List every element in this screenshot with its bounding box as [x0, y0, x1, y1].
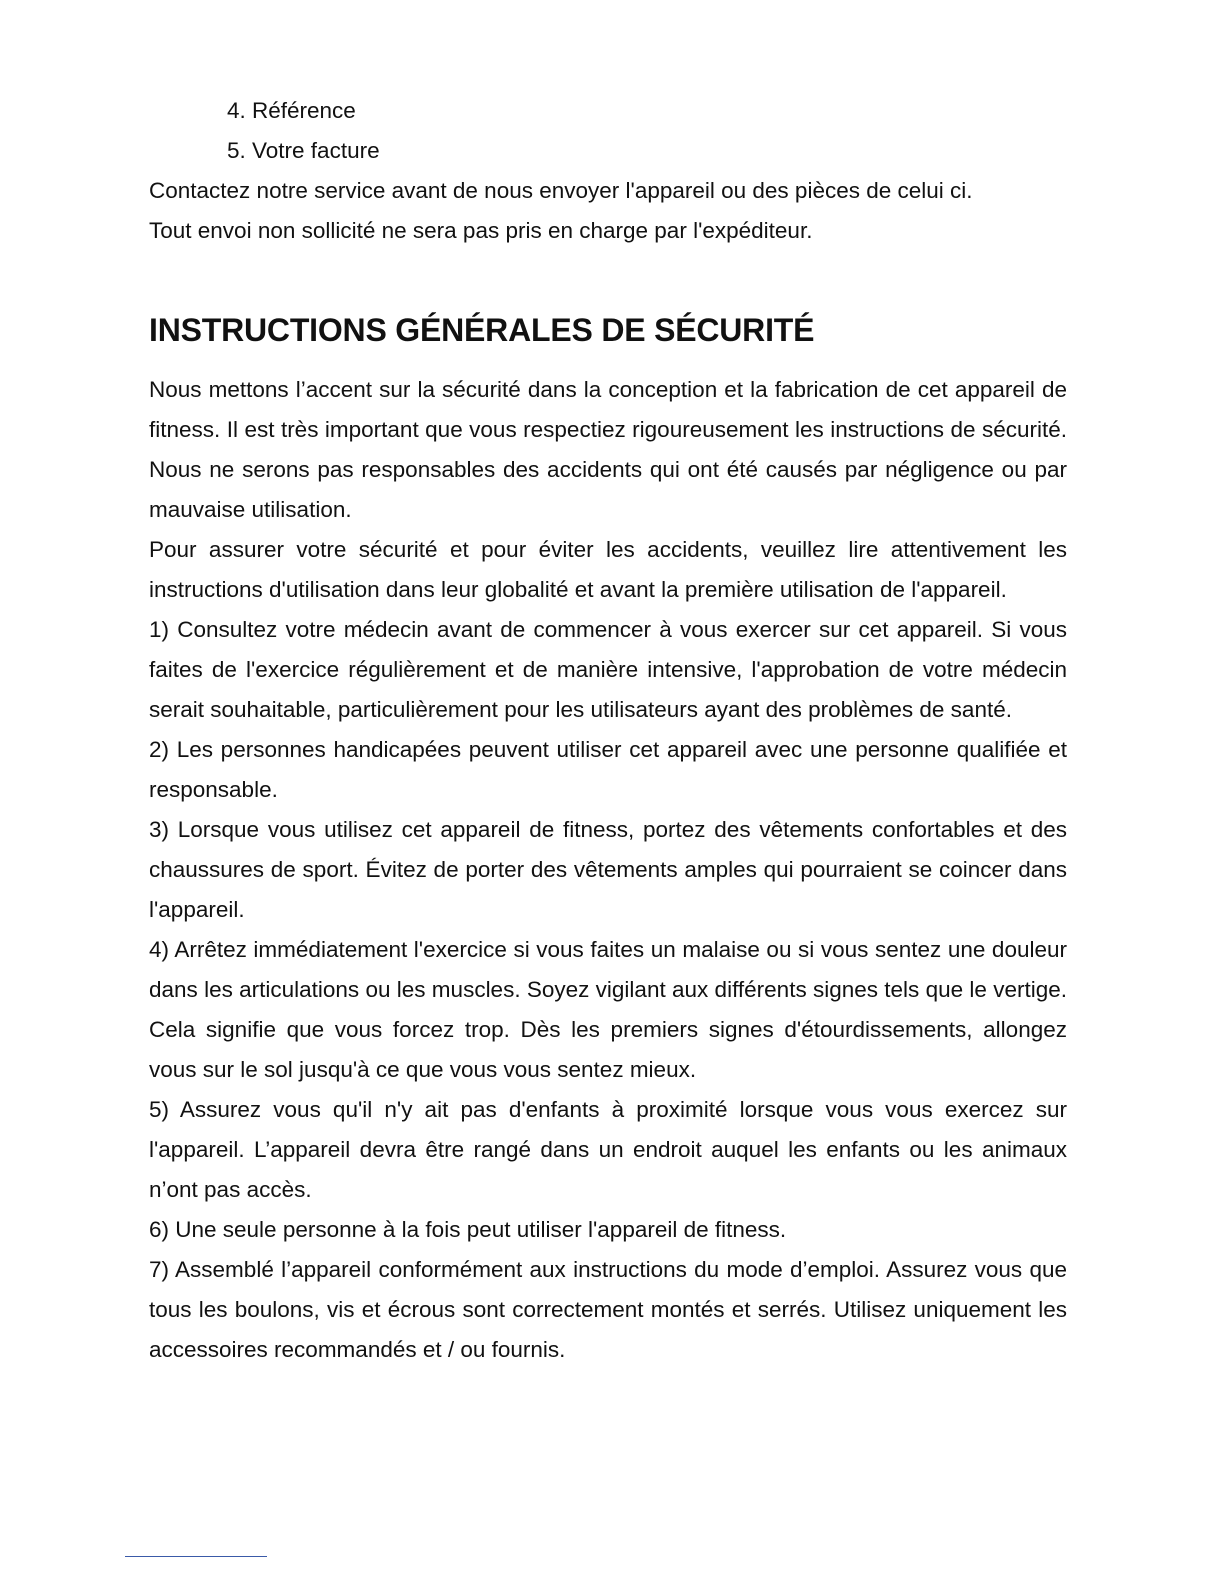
list-item-invoice: 5. Votre facture	[227, 138, 380, 163]
paragraph-item-5: 5) Assurez vous qu'il n'y ait pas d'enfants à proximité lorsque vous vous exercez sur l'appareil. L’appareil devra être rangé dans un endroit auquel les enfants ou les animaux n’ont pas accès.	[149, 1097, 1067, 1202]
paragraph-item-3: 3) Lorsque vous utilisez cet appareil de fitness, portez des vêtements confortables et des chaussures de sport. Évitez de porter des vêtements amples qui pourraient se coincer dans l'appareil.	[149, 817, 1067, 922]
paragraph-item-4: 4) Arrêtez immédiatement l'exercice si vous faites un malaise ou si vous sentez une douleur dans les articulations ou les muscles. Soyez vigilant aux différents signes tels que le vertige. Cela signifie que vous forcez trop. Dès les premiers signes d'étourdissements, allongez vous sur le sol jusqu'à ce que vous vous sentez mieux.	[149, 937, 1067, 1082]
heading-section	[149, 251, 1067, 370]
footnote-separator	[125, 1556, 267, 1557]
paragraph-intro: Nous mettons l’accent sur la sécurité dans la conception et la fabrication de cet appareil de fitness. Il est très important que vous respectiez rigoureusement les instructions de sécurité. Nous ne serons pas responsables des accidents qui ont été causés par négligence ou par mauvaise utilisation.	[149, 377, 1067, 522]
section-heading: INSTRUCTIONS GÉNÉRALES DE SÉCURITÉ	[149, 312, 815, 348]
paragraph-item-6: 6) Une seule personne à la fois peut utiliser l'appareil de fitness.	[149, 1217, 787, 1242]
paragraph-read-instructions: Pour assurer votre sécurité et pour éviter les accidents, veuillez lire attentivement les instructions d'utilisation dans leur globalité et avant la première utilisation de l'appareil.	[149, 537, 1067, 602]
paragraph-item-2: 2) Les personnes handicapées peuvent utiliser cet appareil avec une personne qualifiée et responsable.	[149, 737, 1067, 802]
contact-paragraph-2: Tout envoi non sollicité ne sera pas pris en charge par l'expéditeur.	[149, 218, 813, 243]
list-item-reference: 4. Référence	[227, 98, 356, 123]
paragraph-item-1: 1) Consultez votre médecin avant de commencer à vous exercer sur cet appareil. Si vous faites de l'exercice régulièrement et de manière intensive, l'approbation de votre médecin serait souhaitable, particulièrement pour les utilisateurs ayant des problèmes de santé.	[149, 617, 1067, 722]
document-page	[149, 91, 1067, 1370]
contact-paragraph: Contactez notre service avant de nous envoyer l'appareil ou des pièces de celui ci.	[149, 178, 973, 203]
paragraph-item-7: 7) Assemblé l’appareil conformément aux instructions du mode d’emploi. Assurez vous que tous les boulons, vis et écrous sont correctement montés et serrés. Utilisez uniquement les accessoires recommandés et / ou fournis.	[149, 1257, 1067, 1362]
